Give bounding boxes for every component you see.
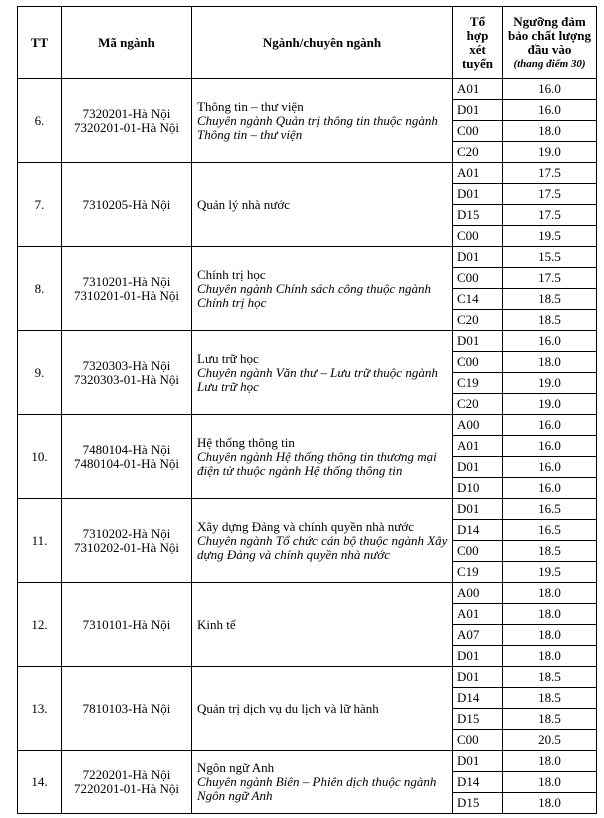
subject-combination: A01	[453, 79, 503, 100]
header-threshold	[503, 7, 597, 79]
threshold-score: 15.5	[503, 247, 597, 268]
subject-combination: D14	[453, 520, 503, 541]
header-code: Mã ngành	[62, 7, 192, 79]
threshold-score: 19.0	[503, 373, 597, 394]
program-code-cell	[62, 583, 192, 667]
header-combo-line: xét	[469, 41, 486, 57]
specialization: Chuyên ngành Biên – Phiên dịch thuộc ngành Ngôn ngữ Anh	[197, 774, 437, 803]
program-name-cell	[192, 331, 453, 415]
subject-combination: C00	[453, 226, 503, 247]
threshold-score: 17.5	[503, 268, 597, 289]
program-name: Hệ thống thông tin	[197, 434, 295, 450]
subject-combination: D14	[453, 688, 503, 709]
subject-combination: A00	[453, 415, 503, 436]
program-code-cell	[62, 79, 192, 163]
threshold-score: 18.5	[503, 688, 597, 709]
program-name-cell	[192, 247, 453, 331]
header-combo-line: tuyển	[461, 55, 494, 71]
row-number: 8.	[18, 247, 62, 331]
program-code: 7220201-01-Hà Nội	[73, 781, 180, 796]
row-number: 12.	[18, 583, 62, 667]
program-name: Ngôn ngữ Anh	[197, 760, 275, 775]
subject-combination: D01	[453, 499, 503, 520]
program-name: Thông tin – thư viện	[197, 98, 304, 114]
subject-combination: D01	[453, 100, 503, 121]
threshold-score: 19.5	[503, 226, 597, 247]
subject-combination: C20	[453, 142, 503, 163]
program-code-cell	[62, 667, 192, 751]
header-threshold-line: Ngưỡng đảm	[513, 13, 586, 29]
row-number: 14.	[18, 751, 62, 814]
subject-combination: C00	[453, 352, 503, 373]
subject-combination: C00	[453, 121, 503, 142]
header-combo-line: hợp	[466, 27, 489, 43]
threshold-score: 16.0	[503, 478, 597, 499]
threshold-score: 18.0	[503, 793, 597, 814]
program-name-cell	[192, 583, 453, 667]
table-row	[18, 499, 597, 520]
threshold-score: 16.0	[503, 457, 597, 478]
program-name-cell	[192, 499, 453, 583]
threshold-score: 18.0	[503, 604, 597, 625]
subject-combination: D01	[453, 184, 503, 205]
subject-combination: C19	[453, 373, 503, 394]
subject-combination: A01	[453, 163, 503, 184]
threshold-score: 20.5	[503, 730, 597, 751]
subject-combination: D01	[453, 751, 503, 772]
program-code: 7310205-Hà Nội	[82, 196, 171, 212]
subject-combination: D10	[453, 478, 503, 499]
row-number: 9.	[18, 331, 62, 415]
threshold-score: 18.5	[503, 541, 597, 562]
subject-combination: C19	[453, 562, 503, 583]
program-name-cell	[192, 751, 453, 814]
header-threshold-line: đầu vào	[527, 41, 572, 57]
program-code: 7480104-Hà Nội	[82, 441, 171, 457]
threshold-score: 17.5	[503, 163, 597, 184]
program-code: 7810103-Hà Nội	[82, 700, 171, 716]
program-code: 7480104-01-Hà Nội	[73, 455, 180, 471]
row-number: 13.	[18, 667, 62, 751]
threshold-score: 16.0	[503, 331, 597, 352]
table-row	[18, 667, 597, 688]
program-name: Quản lý nhà nước	[197, 196, 290, 212]
threshold-score: 18.5	[503, 310, 597, 331]
subject-combination: C00	[453, 730, 503, 751]
header-threshold-line: bảo chất lượng	[508, 27, 591, 43]
table-header	[18, 7, 597, 79]
header-threshold-note: (thang điểm 30)	[513, 57, 586, 70]
program-code: 7310202-Hà Nội	[82, 525, 171, 541]
header-combo	[453, 7, 503, 79]
program-code: 7220201-Hà Nội	[82, 767, 171, 782]
subject-combination: D01	[453, 331, 503, 352]
threshold-score: 18.0	[503, 352, 597, 373]
table-row	[18, 751, 597, 772]
program-name-cell	[192, 163, 453, 247]
row-number: 10.	[18, 415, 62, 499]
header-tt: TT	[18, 7, 62, 79]
program-code: 7320303-01-Hà Nội	[73, 371, 180, 387]
table-row	[18, 79, 597, 100]
threshold-score: 18.0	[503, 583, 597, 604]
subject-combination: A01	[453, 436, 503, 457]
subject-combination: D15	[453, 205, 503, 226]
subject-combination: C20	[453, 310, 503, 331]
threshold-score: 19.0	[503, 142, 597, 163]
table-row	[18, 331, 597, 352]
program-code: 7310202-01-Hà Nội	[73, 539, 180, 555]
program-code-cell	[62, 415, 192, 499]
subject-combination: D14	[453, 772, 503, 793]
specialization: Chuyên ngành Quản trị thông tin thuộc ngành Thông tin – thư viện	[197, 112, 438, 142]
header-combo-line: Tổ	[469, 13, 486, 29]
specialization: Chuyên ngành Tổ chức cán bộ thuộc ngành Xây dựng Đảng và chính quyền nhà nước	[197, 532, 448, 562]
threshold-score: 18.0	[503, 646, 597, 667]
program-code-cell	[62, 331, 192, 415]
subject-combination: D15	[453, 709, 503, 730]
threshold-score: 17.5	[503, 184, 597, 205]
program-name-cell	[192, 667, 453, 751]
threshold-score: 16.0	[503, 436, 597, 457]
threshold-score: 18.0	[503, 772, 597, 793]
program-code-cell	[62, 751, 192, 814]
program-code-cell	[62, 163, 192, 247]
program-code-cell	[62, 499, 192, 583]
threshold-score: 16.0	[503, 415, 597, 436]
program-code: 7310201-01-Hà Nội	[73, 287, 180, 303]
table-row	[18, 247, 597, 268]
subject-combination: A07	[453, 625, 503, 646]
subject-combination: A01	[453, 604, 503, 625]
specialization: Chuyên ngành Chính sách công thuộc ngành Chính trị học	[197, 280, 431, 310]
program-name: Chính trị học	[197, 266, 266, 282]
threshold-score: 17.5	[503, 205, 597, 226]
specialization: Chuyên ngành Hệ thống thông tin thương mại điện tử thuộc ngành Hệ thống thông tin	[197, 448, 437, 478]
threshold-score: 19.5	[503, 562, 597, 583]
program-name: Quản trị dịch vụ du lịch và lữ hành	[197, 700, 379, 716]
table-row	[18, 583, 597, 604]
threshold-score: 18.5	[503, 709, 597, 730]
threshold-score: 16.5	[503, 499, 597, 520]
program-name: Kinh tế	[197, 616, 236, 632]
threshold-score: 18.0	[503, 751, 597, 772]
specialization: Chuyên ngành Văn thư – Lưu trữ thuộc ngành Lưu trữ học	[197, 364, 438, 394]
subject-combination: C20	[453, 394, 503, 415]
header-name: Ngành/chuyên ngành	[192, 7, 453, 79]
program-code: 7320201-01-Hà Nội	[73, 119, 180, 135]
row-number: 11.	[18, 499, 62, 583]
program-code: 7320303-Hà Nội	[82, 357, 171, 373]
subject-combination: D01	[453, 247, 503, 268]
program-name: Lưu trữ học	[197, 350, 259, 366]
threshold-score: 19.0	[503, 394, 597, 415]
program-code-cell	[62, 247, 192, 331]
subject-combination: C14	[453, 289, 503, 310]
program-name: Xây dựng Đảng và chính quyền nhà nước	[197, 518, 414, 534]
threshold-score: 18.0	[503, 625, 597, 646]
admission-threshold-table	[17, 6, 597, 814]
program-code: 7320201-Hà Nội	[82, 105, 171, 121]
row-number: 6.	[18, 79, 62, 163]
table-body	[18, 79, 597, 814]
row-number: 7.	[18, 163, 62, 247]
threshold-score: 18.5	[503, 667, 597, 688]
threshold-score: 16.0	[503, 79, 597, 100]
program-code: 7310101-Hà Nội	[82, 616, 171, 632]
threshold-score: 18.0	[503, 121, 597, 142]
subject-combination: C00	[453, 268, 503, 289]
program-name-cell	[192, 79, 453, 163]
subject-combination: A00	[453, 583, 503, 604]
header-row	[18, 7, 597, 79]
program-name-cell	[192, 415, 453, 499]
threshold-score: 16.0	[503, 100, 597, 121]
subject-combination: D01	[453, 457, 503, 478]
table-row	[18, 163, 597, 184]
subject-combination: D01	[453, 646, 503, 667]
subject-combination: C00	[453, 541, 503, 562]
threshold-score: 18.5	[503, 289, 597, 310]
threshold-score: 16.5	[503, 520, 597, 541]
program-code: 7310201-Hà Nội	[82, 273, 171, 289]
subject-combination: D15	[453, 793, 503, 814]
subject-combination: D01	[453, 667, 503, 688]
table-row	[18, 415, 597, 436]
